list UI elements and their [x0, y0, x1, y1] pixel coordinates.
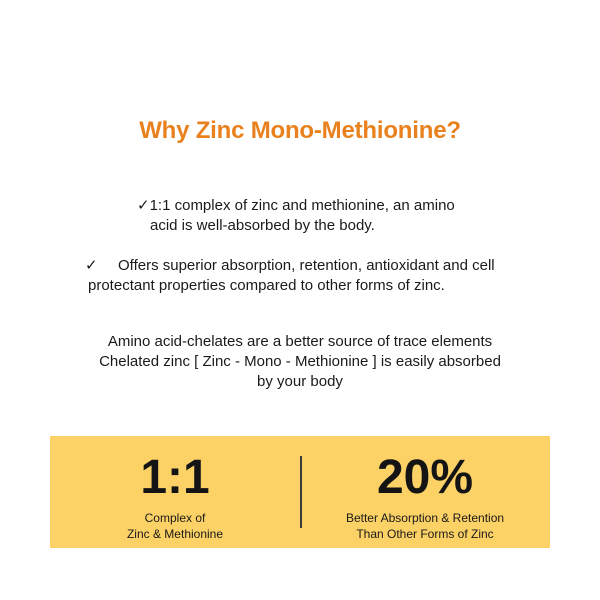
page-title: Why Zinc Mono-Methionine?	[139, 117, 461, 144]
benefit-point-2-line1: Offers superior absorption, retention, antioxidant and cell	[118, 257, 495, 274]
stats-panel	[50, 436, 550, 548]
benefit-point-1-line2: acid is well-absorbed by the body.	[150, 217, 375, 234]
checkmark-icon: ✓	[137, 197, 150, 214]
benefit-point-1	[137, 196, 477, 236]
stat-complex-value: 1:1	[140, 451, 210, 504]
chelate-note-line2: Chelated zinc [ Zinc - Mono - Methionine ] is easily absorbed	[99, 353, 501, 370]
stat-absorption-value: 20%	[376, 451, 474, 504]
stat-complex-caption	[50, 510, 300, 542]
stat-complex	[50, 436, 300, 548]
chelate-note-line3: by your body	[257, 373, 343, 390]
stat-absorption-caption-line1: Better Absorption & Retention	[345, 511, 505, 525]
stat-complex-caption-line1: Complex of	[144, 511, 206, 525]
chelate-note	[0, 332, 600, 392]
chelate-note-line1: Amino acid-chelates are a better source of trace elements	[107, 333, 493, 350]
stat-complex-caption-line2: Zinc & Methionine	[126, 527, 224, 541]
benefit-point-2	[85, 256, 535, 296]
benefit-point-1-line1: 1:1 complex of zinc and methionine, an amino	[149, 197, 455, 214]
benefit-point-2-line2: protectant properties compared to other forms of zinc.	[88, 277, 445, 294]
stat-absorption-caption-line2: Than Other Forms of Zinc	[356, 527, 494, 541]
stat-absorption-caption	[300, 510, 550, 542]
stat-absorption	[300, 436, 550, 548]
checkmark-icon: ✓	[85, 257, 98, 274]
